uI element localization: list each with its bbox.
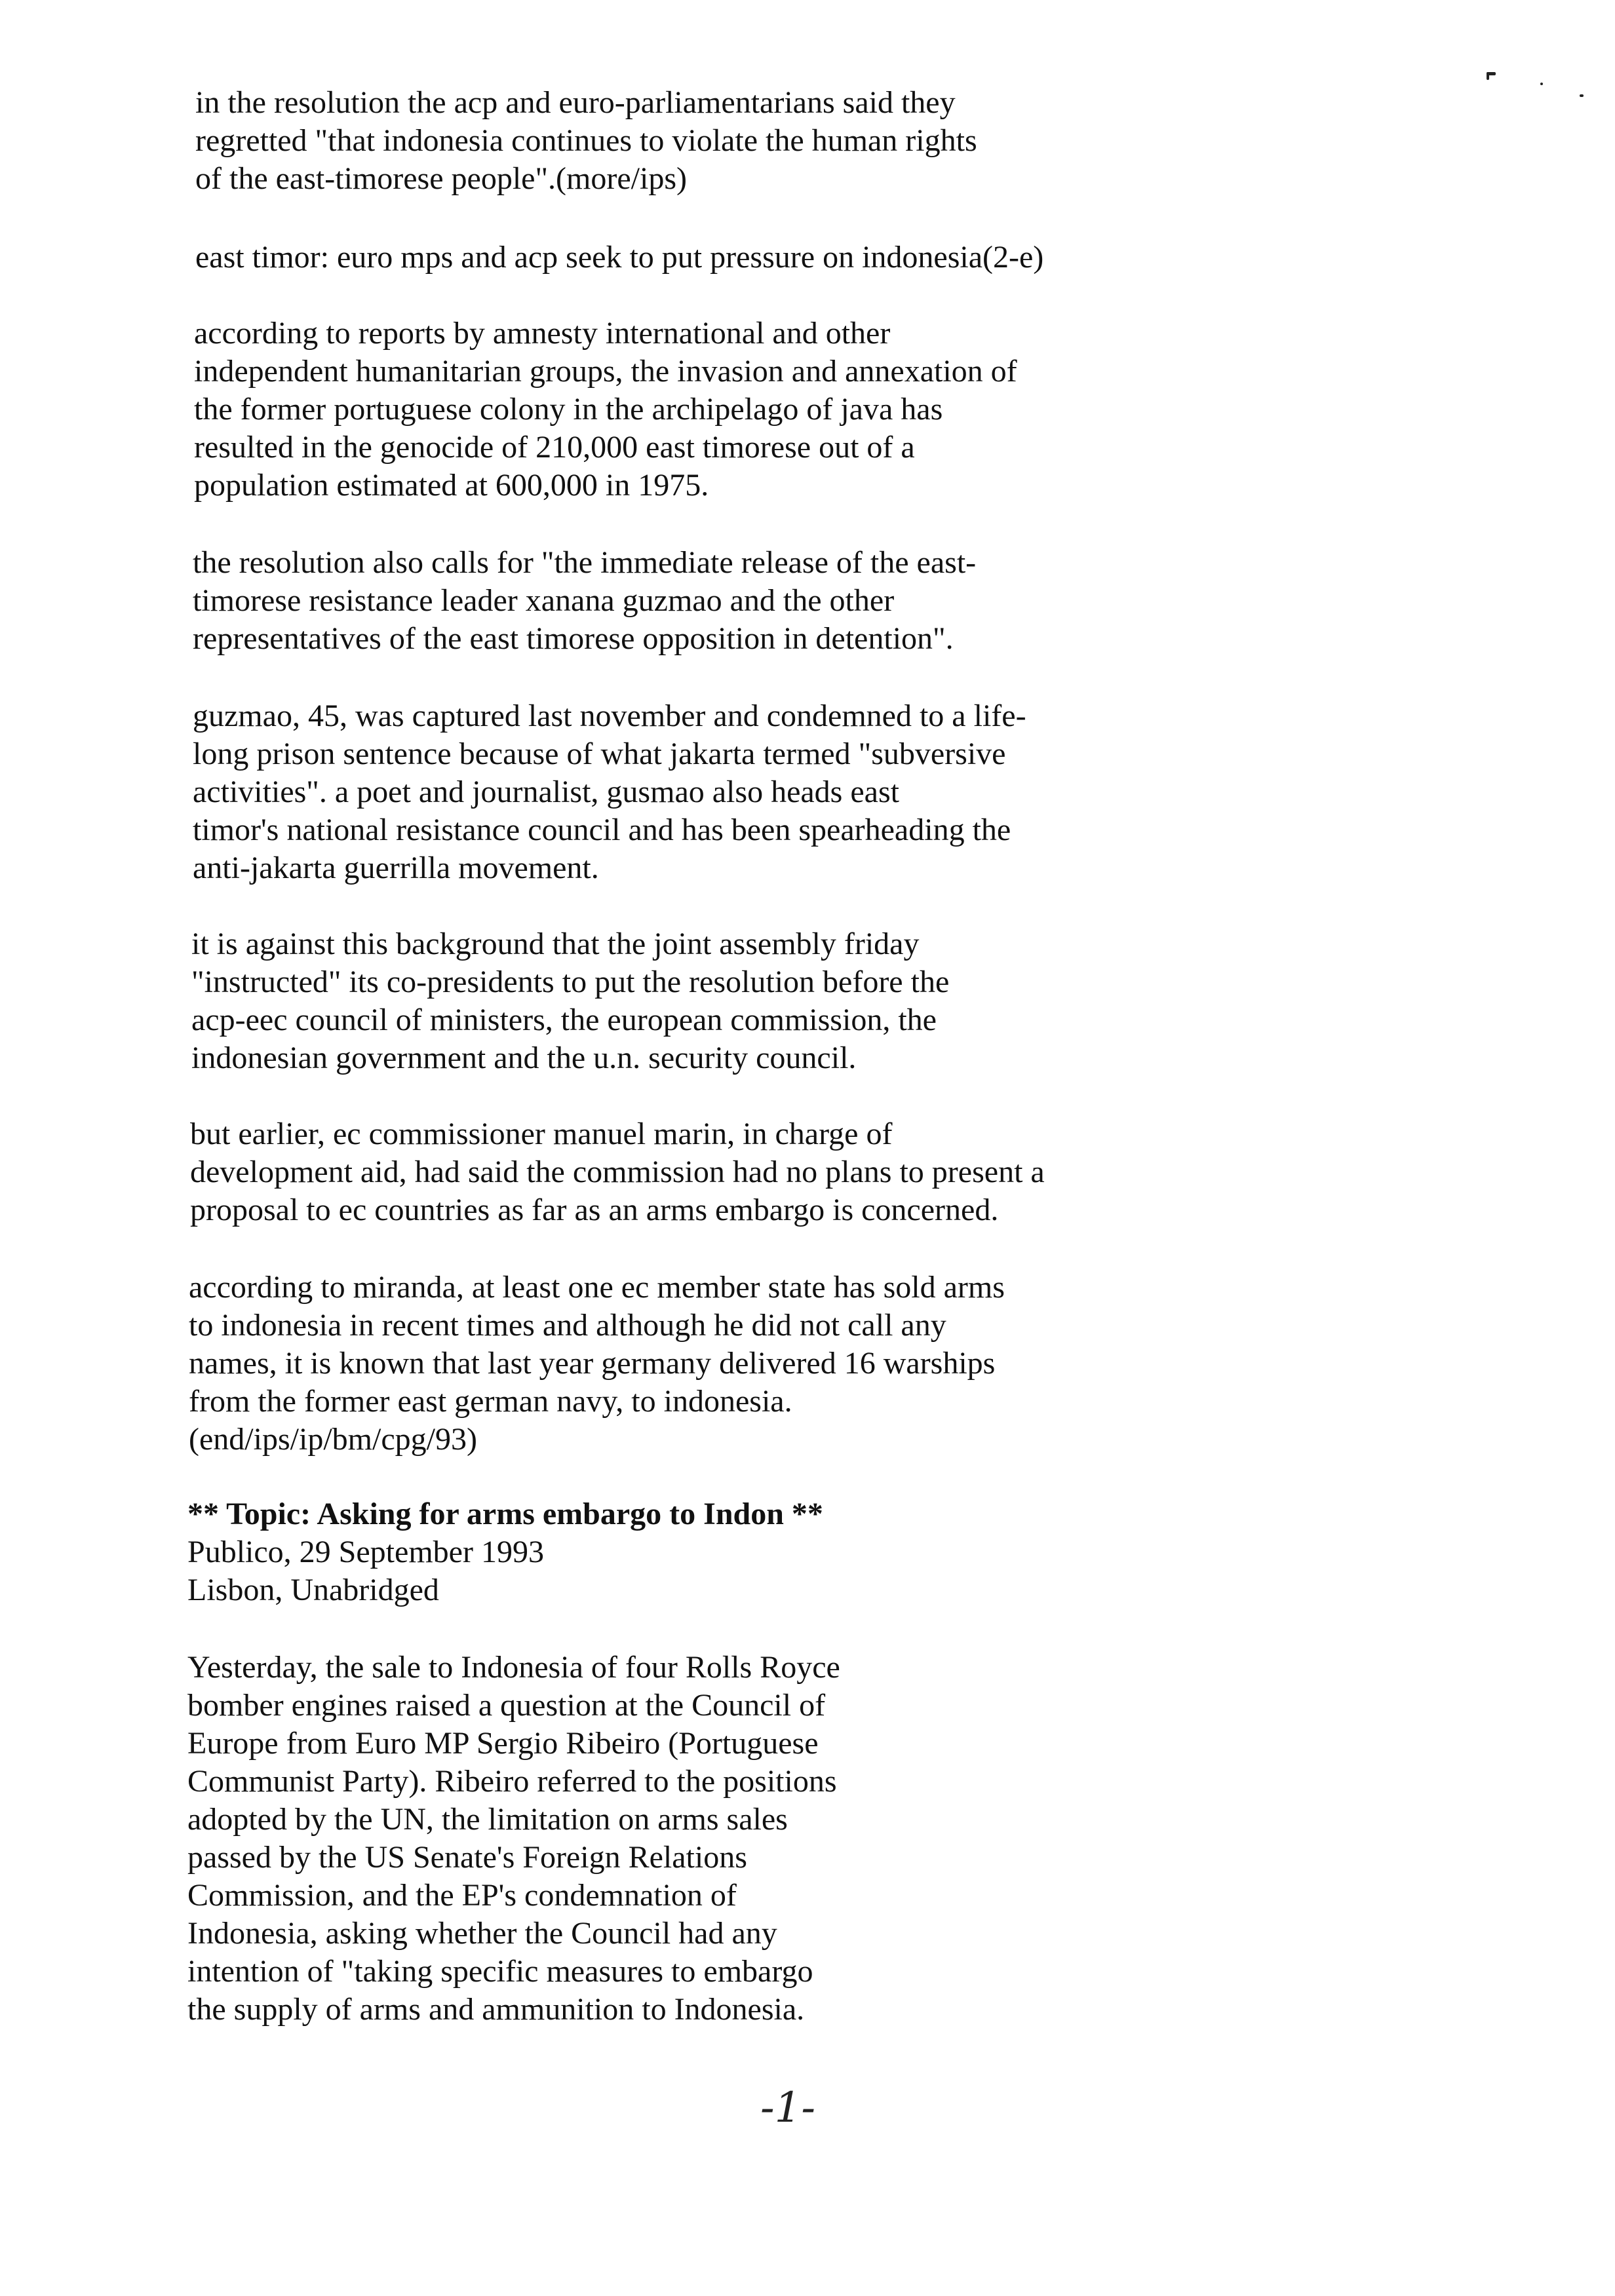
text-line: passed by the US Senate's Foreign Relations	[187, 1840, 747, 1875]
text-line: representatives of the east timorese opposition in detention".	[193, 621, 954, 656]
paragraph-amnesty-reports	[194, 315, 1017, 505]
scan-speck	[1540, 83, 1543, 85]
text-line: timor's national resistance council and has been spearheading the	[193, 813, 1011, 847]
text-line: adopted by the UN, the limitation on arms sales	[187, 1802, 788, 1837]
text-line: the former portuguese colony in the archipelago of java has	[194, 392, 943, 427]
text-line: names, it is known that last year germany delivered 16 warships	[189, 1346, 996, 1381]
text-line: Yesterday, the sale to Indonesia of four Rolls Royce	[187, 1650, 840, 1685]
text-line: the supply of arms and ammunition to Indonesia.	[187, 1992, 805, 2027]
place-note: Lisbon, Unabridged	[187, 1573, 439, 1607]
text-line: bomber engines raised a question at the Council of	[187, 1688, 826, 1723]
text-line: according to miranda, at least one ec member state has sold arms	[189, 1270, 1005, 1305]
text-line: anti-jakarta guerrilla movement.	[193, 851, 599, 885]
text-line: population estimated at 600,000 in 1975.	[194, 468, 709, 503]
text-line: "instructed" its co-presidents to put the resolution before the	[191, 965, 950, 999]
text-line: it is against this background that the joint assembly friday	[191, 927, 920, 961]
topic-heading: ** Topic: Asking for arms embargo to Indon **	[187, 1497, 823, 1531]
text-line: (end/ips/ip/bm/cpg/93)	[189, 1422, 477, 1457]
paragraph-resolution-regret	[195, 84, 977, 198]
source-date: Publico, 29 September 1993	[187, 1535, 544, 1569]
article-body	[187, 1649, 840, 2029]
text-line: but earlier, ec commissioner manuel marin, in charge of	[190, 1117, 893, 1151]
page-number: -1-	[760, 2084, 815, 2132]
scan-speck	[1487, 72, 1489, 80]
text-line: Communist Party). Ribeiro referred to the positions	[187, 1764, 837, 1799]
paragraph-joint-assembly	[191, 925, 949, 1077]
text-line: regretted "that indonesia continues to violate the human rights	[195, 123, 977, 158]
text-line: independent humanitarian groups, the invasion and annexation of	[194, 354, 1017, 389]
paragraph-miranda-arms	[189, 1269, 1005, 1459]
text-line: east timor: euro mps and acp seek to put pressure on indonesia(2-e)	[195, 240, 1044, 275]
text-line: activities". a poet and journalist, gusmao also heads east	[193, 775, 899, 809]
paragraph-wire-headline	[195, 239, 1043, 277]
text-line: from the former east german navy, to indonesia.	[189, 1384, 792, 1419]
paragraph-marin-statement	[190, 1115, 1045, 1229]
text-line: Europe from Euro MP Sergio Ribeiro (Portuguese	[187, 1726, 819, 1761]
text-line: the resolution also calls for "the immediate release of the east-	[193, 545, 977, 580]
text-line: long prison sentence because of what jakarta termed "subversive	[193, 737, 1006, 771]
text-line: Indonesia, asking whether the Council had any	[187, 1916, 777, 1951]
text-line: to indonesia in recent times and although he did not call any	[189, 1308, 946, 1343]
scan-speck	[1580, 94, 1584, 97]
text-line: timorese resistance leader xanana guzmao and the other	[193, 583, 895, 618]
paragraph-release-call	[193, 544, 976, 658]
text-line: guzmao, 45, was captured last november and condemned to a life-	[193, 698, 1026, 733]
text-line: indonesian government and the u.n. security council.	[191, 1041, 857, 1075]
text-line: resulted in the genocide of 210,000 east timorese out of a	[194, 430, 915, 465]
article-header	[187, 1495, 823, 1609]
text-line: of the east-timorese people".(more/ips)	[195, 161, 687, 196]
text-line: in the resolution the acp and euro-parliamentarians said they	[195, 85, 956, 120]
text-line: proposal to ec countries as far as an arms embargo is concerned.	[190, 1193, 999, 1227]
text-line: Commission, and the EP's condemnation of	[187, 1878, 737, 1913]
text-line: development aid, had said the commission had no plans to present a	[190, 1155, 1045, 1189]
text-line: according to reports by amnesty international and other	[194, 316, 891, 351]
text-line: acp-eec council of ministers, the european commission, the	[191, 1003, 937, 1037]
paragraph-guzmao-capture	[193, 697, 1026, 887]
text-line: intention of "taking specific measures to embargo	[187, 1954, 813, 1989]
